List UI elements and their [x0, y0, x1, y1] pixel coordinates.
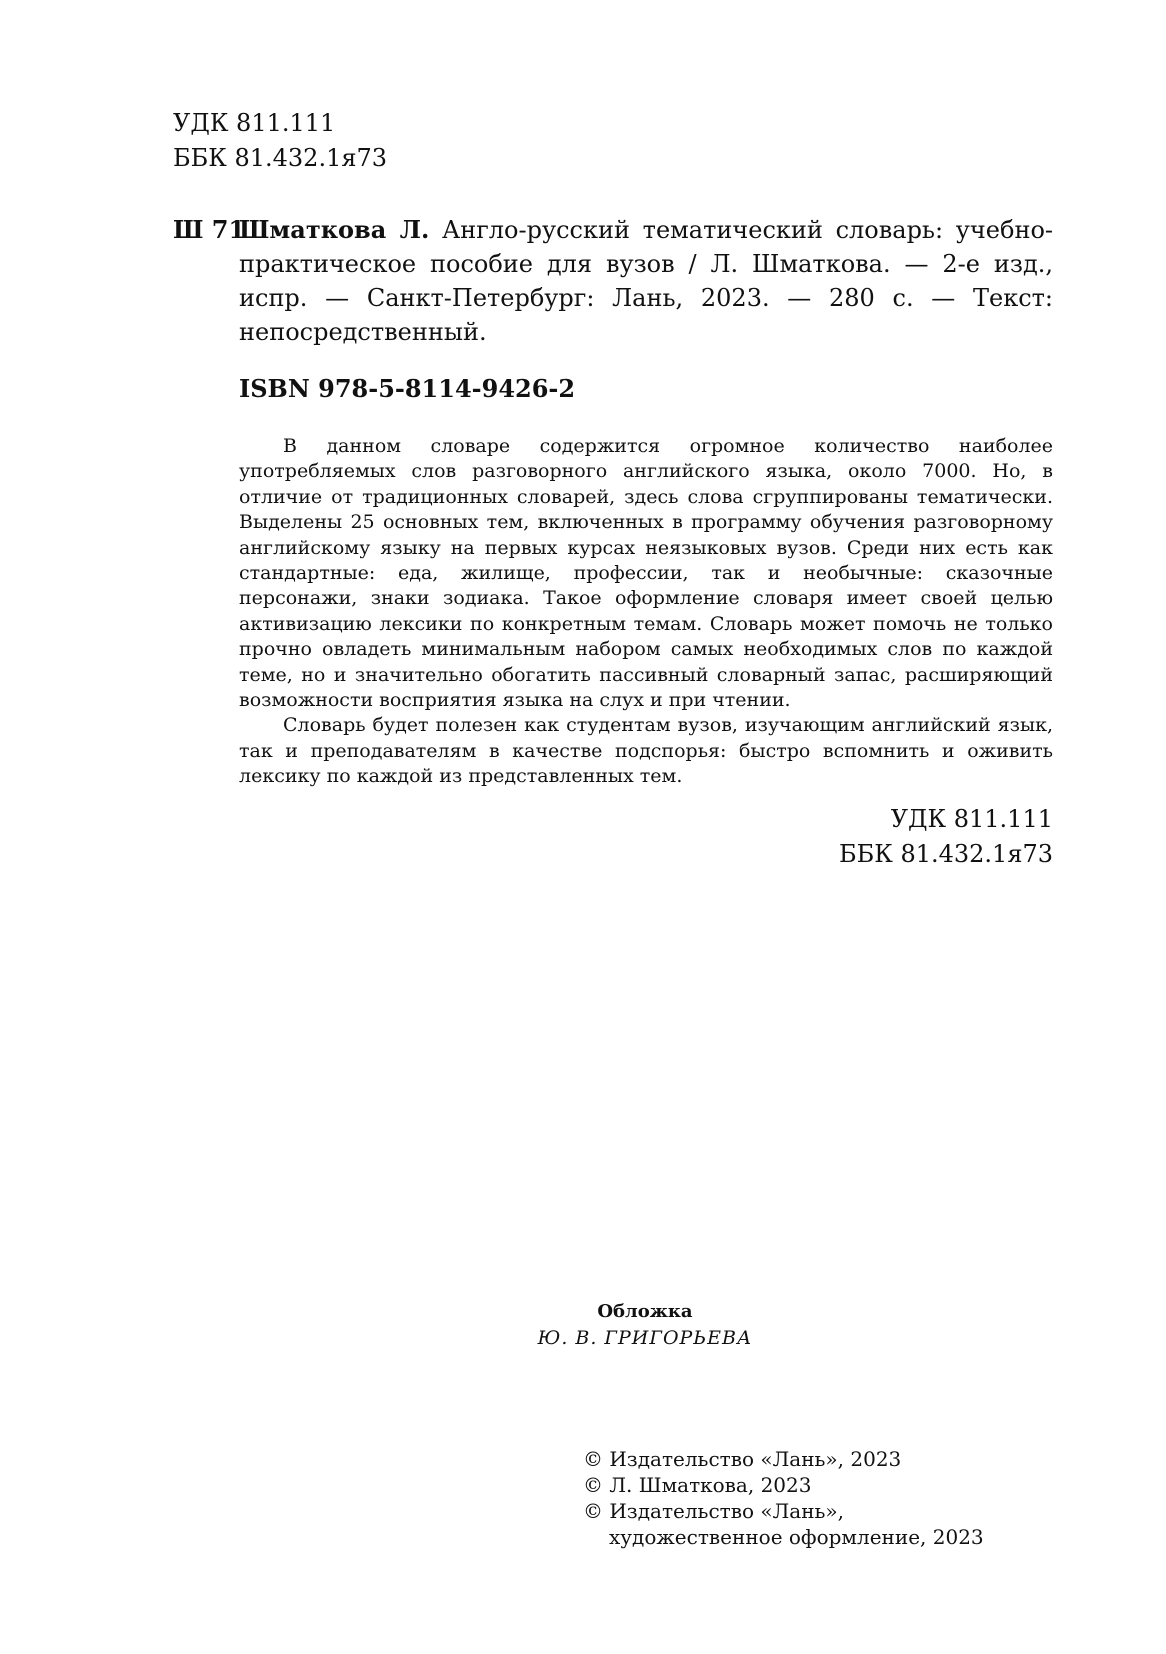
cover-designer: Ю. В. ГРИГОРЬЕВА — [537, 1327, 753, 1349]
copyright-block — [583, 1446, 984, 1550]
author-name: Шматкова Л. — [239, 215, 430, 244]
udk-code-repeat: УДК 811.111 — [890, 805, 1053, 833]
copyright-line: © Издательство «Лань», 2023 — [583, 1447, 902, 1471]
bibliographic-text: Англо-русский тематический словарь: учебно-практическое пособие для вузов / Л. Шматкова. — 2-е изд., испр. — Санкт-Петербург: Лань, 2023. — 280 с. — Текст: непосредственный. — [239, 216, 1054, 346]
abstract-paragraph-2: Словарь будет полезен как студентам вузов, изучающим английский язык, так и преподавателям в качестве подспорья: быстро вспомнить и оживить лексику по каждой из представленных тем. — [239, 714, 1053, 788]
copyright-line: © Издательство «Лань», — [583, 1499, 845, 1523]
isbn: ISBN 978-5-8114-9426-2 — [239, 374, 576, 403]
bbk-code-repeat: ББК 81.432.1я73 — [838, 840, 1053, 868]
bbk-code: ББК 81.432.1я73 — [173, 144, 388, 172]
copyright-line: художественное оформление, 2023 — [609, 1525, 984, 1549]
author-mark: Ш 71 — [173, 215, 246, 244]
abstract — [239, 434, 1053, 790]
copyright-line: © Л. Шматкова, 2023 — [583, 1473, 812, 1497]
classification-repeat — [839, 802, 1053, 872]
bibliographic-entry — [173, 213, 1053, 349]
udk-code: УДК 811.111 — [173, 109, 336, 137]
cover-label: Обложка — [597, 1301, 693, 1322]
header-classification — [173, 106, 387, 176]
abstract-paragraph-1: В данном словаре содержится огромное количество наиболее употребляемых слов разговорного английского языка, около 7000. Но, в отличие от традиционных словарей, здесь слова сгруппированы тематически. Выделены 25 основных тем, включенных в программу обучения разговорному английскому языку на первых курсах неязыковых вузов. Среди них есть как стандартные: еда, жилище, профессии, так и необычные: сказочные персонажи, знаки зодиака. Такое оформление словаря имеет своей целью активизацию лексики по конкретным темам. Словарь может помочь не только прочно овладеть минимальным набором самых необходимых слов по каждой теме, но и значительно обогатить пассивный словарный запас, расширяющий возможности восприятия языка на слух и при чтении. — [239, 435, 1053, 712]
bibliographic-description — [239, 213, 1053, 349]
cover-credit — [510, 1298, 780, 1352]
